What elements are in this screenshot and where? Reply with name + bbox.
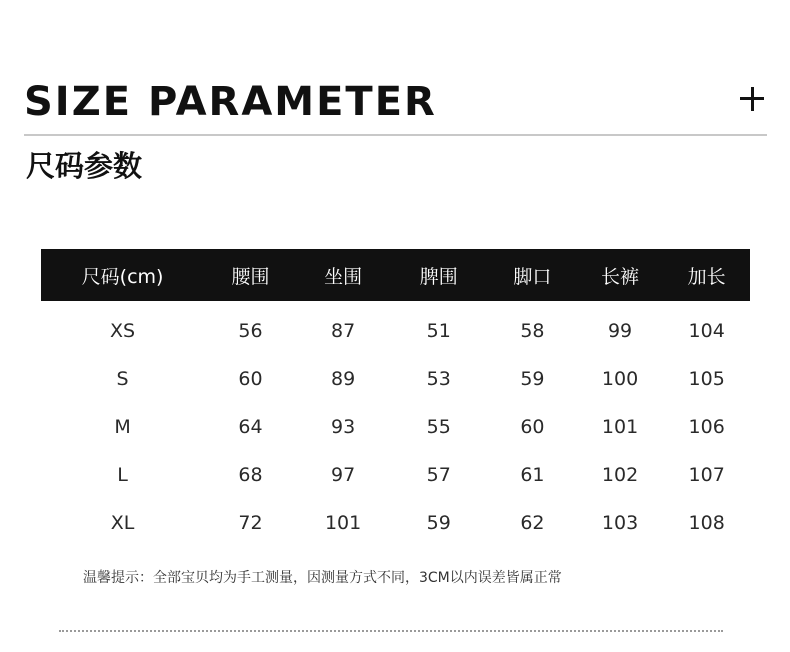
table-row [41,301,750,355]
table-cell: 58 [520,320,545,342]
table-cell: 62 [520,512,545,534]
table-cell: 100 [601,368,639,390]
table-cell: 107 [688,464,725,486]
table-cell: 53 [426,368,451,390]
column-header: 尺码(cm) [81,265,164,288]
table-cell: 61 [520,464,545,486]
column-header: 脚口 [513,265,552,288]
title-divider [24,134,767,136]
size-table [41,249,750,547]
table-cell: 51 [426,320,451,342]
table-cell: 97 [331,464,356,486]
table-cell: 105 [688,368,725,390]
dotted-divider [59,630,723,632]
table-cell: 101 [601,416,639,438]
table-cell: 57 [426,464,451,486]
table-cell: 106 [688,416,725,438]
table-cell: 93 [331,416,356,438]
table-cell: 104 [688,320,725,342]
column-header: 坐围 [324,265,363,288]
table-row [41,451,750,499]
table-cell: 68 [238,464,263,486]
table-cell: 56 [238,320,263,342]
table-cell: 59 [520,368,545,390]
table-cell: 108 [688,512,725,534]
table-row [41,403,750,451]
column-header: 加长 [687,265,726,288]
page-subtitle: 尺码参数 [26,149,143,183]
table-cell: 87 [331,320,356,342]
table-row [41,355,750,403]
table-cell: 102 [601,464,639,486]
table-cell: 103 [601,512,639,534]
table-header-row [41,249,750,301]
page-title: SIZE PARAMETER [24,79,437,125]
table-cell: 60 [520,416,545,438]
column-header: 脾围 [419,265,458,288]
table-row [41,499,750,547]
table-cell: 60 [238,368,263,390]
table-cell: 59 [426,512,451,534]
table-cell: 101 [324,512,362,534]
table-cell: M [114,416,131,438]
table-cell: 64 [238,416,263,438]
table-cell: 99 [607,320,633,342]
column-header: 腰围 [231,265,270,288]
measurement-note: 温馨提示：全部宝贝均为手工测量，因测量方式不同，3CM以内误差皆属正常 [83,570,562,586]
table-cell: XS [110,320,136,342]
plus-icon[interactable] [740,87,764,111]
table-cell: S [116,368,129,390]
table-cell: 55 [426,416,451,438]
table-cell: XL [110,512,135,534]
table-cell: 72 [238,512,263,534]
table-cell: 89 [331,368,356,390]
table-cell: L [117,464,128,486]
column-header: 长裤 [601,265,640,288]
